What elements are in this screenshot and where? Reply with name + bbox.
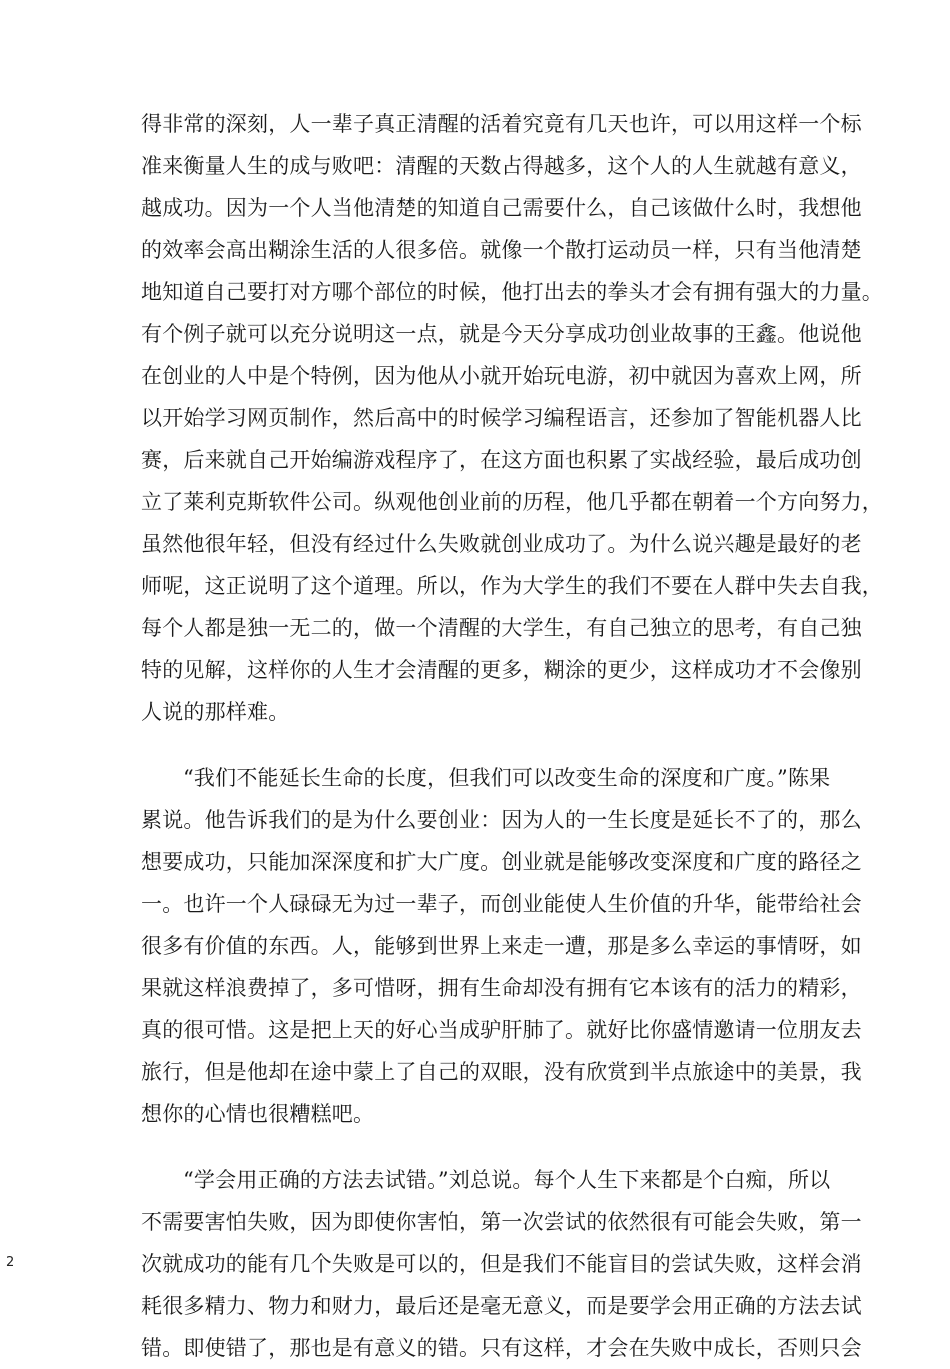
text-line: 在创业的人中是个特例，因为他从小就开始玩电游，初中就因为喜欢上网，所 [141, 364, 862, 388]
text-line: 有个例子就可以充分说明这一点，就是今天分享成功创业故事的王鑫。他说他 [141, 322, 862, 346]
text-line: 真的很可惜。这是把上天的好心当成驴肝肺了。就好比你盛情邀请一位朋友去 [141, 1018, 862, 1042]
text-line: 累说。他告诉我们的是为什么要创业：因为人的一生长度是延长不了的，那么 [141, 808, 862, 832]
text-line: 地知道自己要打对方哪个部位的时候，他打出去的拳头才会有拥有强大的力量。 [141, 280, 883, 304]
text-line: 想要成功，只能加深深度和扩大广度。创业就是能够改变深度和广度的路径之 [141, 850, 862, 874]
page-number: 2 [6, 1255, 15, 1270]
text-line: 错。即使错了，那也是有意义的错。只有这样，才会在失败中成长，否则只会 [141, 1336, 862, 1360]
text-line: 赛，后来就自己开始编游戏程序了，在这方面也积累了实战经验，最后成功创 [141, 448, 862, 472]
text-line: 很多有价值的东西。人，能够到世界上来走一遭，那是多么幸运的事情呀，如 [141, 934, 862, 958]
text-line: 的效率会高出糊涂生活的人很多倍。就像一个散打运动员一样，只有当他清楚 [141, 238, 862, 262]
text-line: 虽然他很年轻，但没有经过什么失败就创业成功了。为什么说兴趣是最好的老 [141, 532, 862, 556]
paragraph [141, 103, 883, 733]
text-line: 次就成功的能有几个失败是可以的，但是我们不能盲目的尝试失败，这样会消 [141, 1252, 862, 1276]
text-line: 得非常的深刻，人一辈子真正清醒的活着究竟有几天也许，可以用这样一个标 [141, 112, 862, 136]
text-line: 果就这样浪费掉了，多可惜呀，拥有生命却没有拥有它本该有的活力的精彩， [141, 976, 862, 1000]
text-line: 人说的那样难。 [141, 700, 290, 724]
text-line: 每个人都是独一无二的，做一个清醒的大学生，有自己独立的思考，有自己独 [141, 616, 862, 640]
paragraph [141, 1159, 862, 1369]
text-line: 立了莱利克斯软件公司。纵观他创业前的历程，他几乎都在朝着一个方向努力， [141, 490, 883, 514]
text-line: 以开始学习网页制作，然后高中的时候学习编程语言，还参加了智能机器人比 [141, 406, 862, 430]
text-line: 师呢，这正说明了这个道理。所以，作为大学生的我们不要在人群中失去自我， [141, 574, 883, 598]
text-line: 特的见解，这样你的人生才会清醒的更多，糊涂的更少，这样成功才不会像别 [141, 658, 862, 682]
text-line: 一。也许一个人碌碌无为过一辈子，而创业能使人生价值的升华，能带给社会 [141, 892, 862, 916]
paragraph-gap [141, 733, 821, 757]
text-line: 越成功。因为一个人当他清楚的知道自己需要什么，自己该做什么时，我想他 [141, 196, 862, 220]
text-line: 准来衡量人生的成与败吧：清醒的天数占得越多，这个人的人生就越有意义， [141, 154, 862, 178]
text-line: 不需要害怕失败，因为即使你害怕，第一次尝试的依然很有可能会失败，第一 [141, 1210, 862, 1234]
body-text [141, 103, 883, 1369]
text-line: “我们不能延长生命的长度，但我们可以改变生命的深度和广度。”陈果 [183, 766, 831, 790]
text-line: 耗很多精力、物力和财力，最后还是毫无意义，而是要学会用正确的方法去试 [141, 1294, 862, 1318]
text-line: 想你的心情也很糟糕吧。 [141, 1102, 375, 1126]
paragraph-gap [141, 1135, 821, 1159]
paragraph [141, 757, 862, 1135]
text-line: 旅行，但是他却在途中蒙上了自己的双眼，没有欣赏到半点旅途中的美景，我 [141, 1060, 862, 1084]
text-line: “学会用正确的方法去试错。”刘总说。每个人生下来都是个白痴，所以 [183, 1168, 831, 1192]
